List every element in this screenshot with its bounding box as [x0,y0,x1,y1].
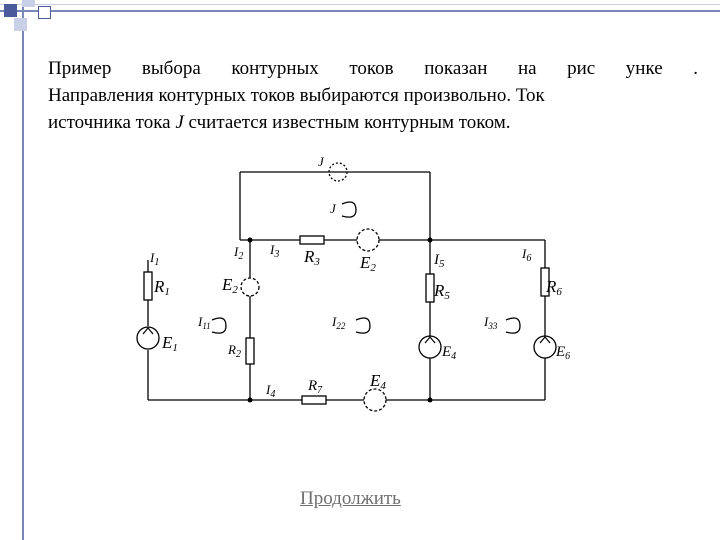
label-e2: E2 [222,275,238,296]
label-i6: $I_6$ [522,246,532,264]
label-e4-bottom: E4 [370,371,386,392]
label-i3: $I_3$ [270,242,280,260]
label-r7: $R_7$ [308,378,323,396]
label-i2: $I_2$ [234,244,244,262]
loop-arrow-j [342,202,356,217]
resistor-r3 [300,236,324,244]
label-r5: R5 [434,281,450,302]
resistor-r7 [302,396,326,404]
voltage-source-e2 [241,278,259,296]
label-r1: R1 [154,277,170,298]
resistor-r2 [246,338,254,364]
label-r2: $R_2$ [228,342,241,360]
loop-arrow-i11 [212,318,226,333]
resistor-r5 [426,274,434,302]
voltage-source-e6 [534,336,556,358]
label-i4: $I_4$ [266,382,276,400]
text-line-2: Направления контурных токов выбираются произвольно. Ток [48,85,545,106]
label-r3: R3 [304,247,320,268]
label-e6: $E_6$ [556,344,571,362]
label-r6: R6 [546,277,562,298]
voltage-source-e4-bottom [364,389,386,411]
label-e2-top: E2 [360,253,376,274]
label-e1: E1 [162,333,178,354]
junction-dot [248,398,253,403]
label-i22: $I_{22}$ [332,314,346,331]
label-j-loop: J [330,201,336,216]
junction-dot [248,238,253,243]
source-current-symbol: J [175,112,184,133]
junction-dot [428,238,433,243]
resistor-r1 [144,272,152,300]
label-i33: $I_{33}$ [484,314,498,331]
loop-arrow-i22 [356,318,370,333]
label-i11: $I_{11}$ [198,314,211,331]
junction-dot [428,398,433,403]
text-line-3: источника тока J считается известным контурным током. [48,112,511,133]
voltage-source-e4 [419,336,441,358]
loop-arrow-i33 [506,318,520,333]
label-e4: $E_4$ [442,344,457,362]
label-i1: $I_1$ [150,250,160,268]
continue-link[interactable]: Продолжить [300,488,401,509]
label-i5: $I_5$ [434,252,445,270]
voltage-source-e1 [137,327,159,349]
voltage-source-e2-top [357,229,379,251]
label-j-top: J [318,154,324,169]
text-line-1: Пример выбора контурных токов показан на рис унке . [48,58,698,79]
